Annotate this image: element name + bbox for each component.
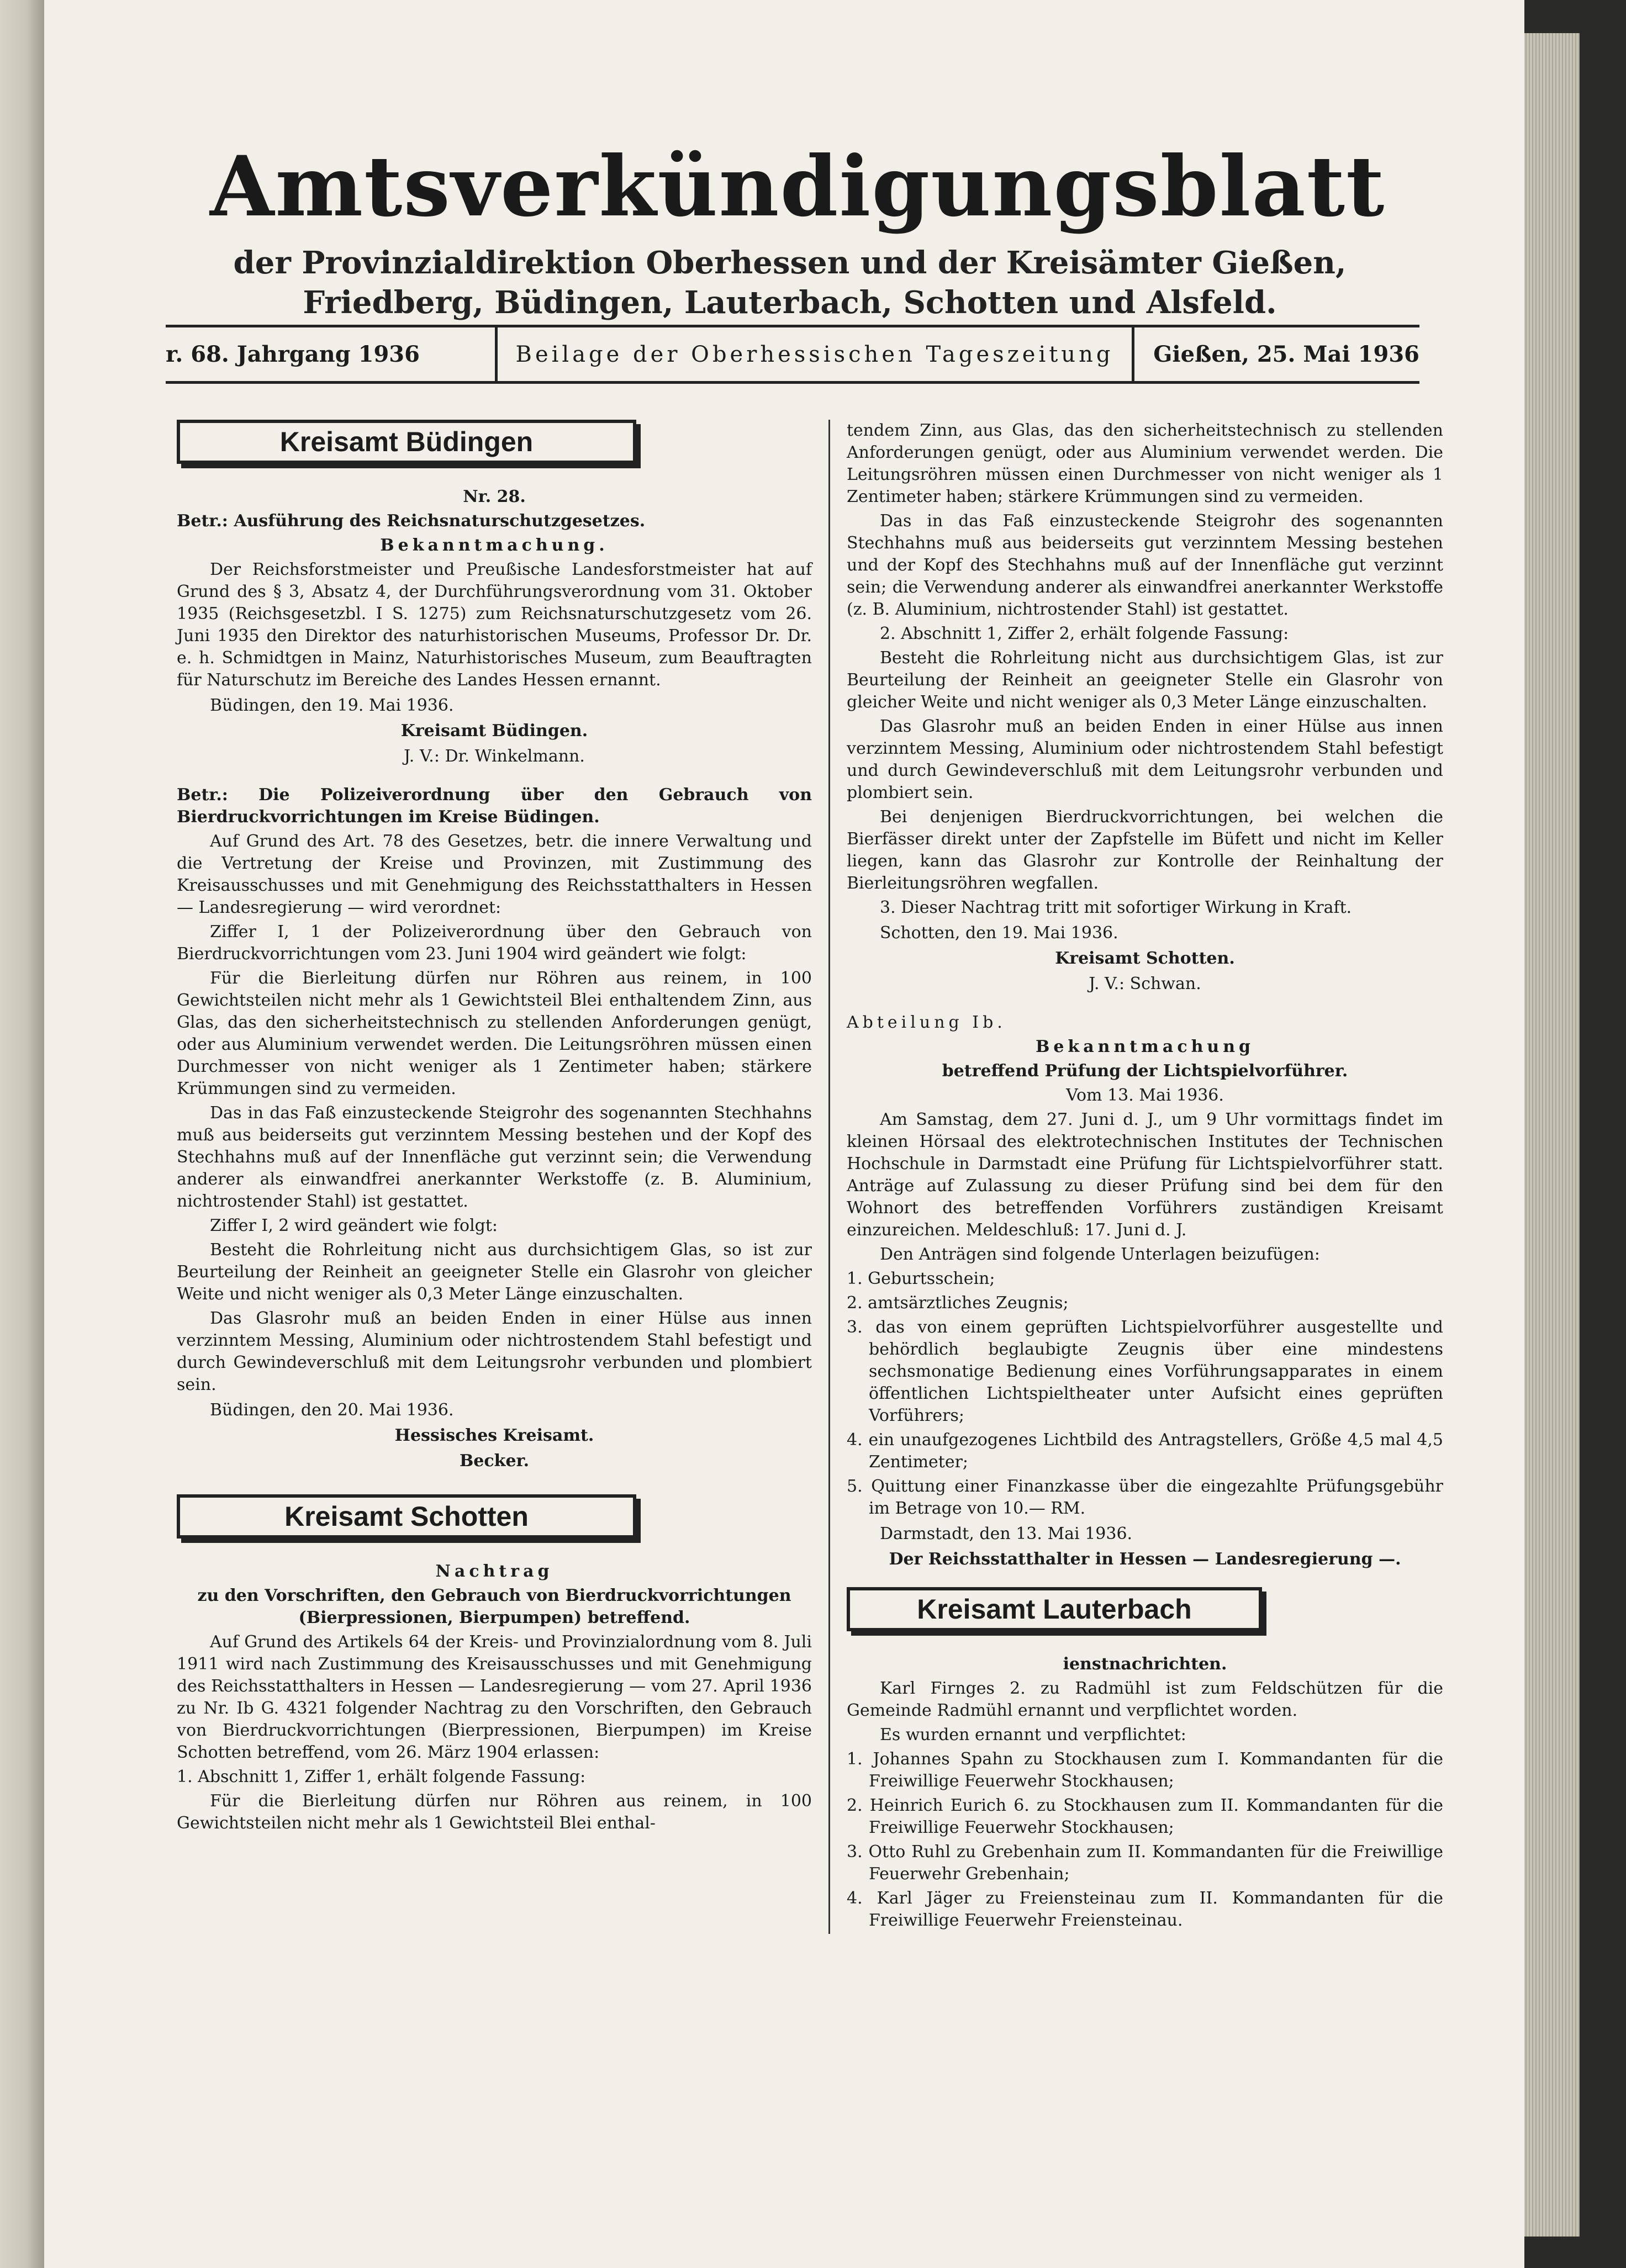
list-item: 4. ein unaufgezogenes Lichtbild des Antragstellers, Größe 4,5 mal 4,5 Zentimeter; — [847, 1430, 1443, 1472]
paragraph: Das in das Faß einzusteckende Steigrohr des sogenannten Stechhahns muß aus beiderseits gut verzinntem Messing bestehen und der Kopf des Stechhahns muß auf der Innenfläche gut verzinnt sein; die Verwendung anderer als einwandfrei anerkannter Werkstoffe (z. B. Aluminium, nichtrostender Stahl) ist gestattet. — [847, 511, 1443, 619]
paragraph: Bei denjenigen Bierdruckvorrichtungen, bei welchen die Bierfässer direkt unter der Zapfstelle im Büfett und nicht im Keller liegen, kann das Glasrohr zur Kontrolle der Reinhaltung der Bierleitungsröhren wegfallen. — [847, 807, 1443, 893]
place-date: Büdingen, den 19. Mai 1936. — [210, 696, 454, 715]
section-box-lauterbach: Kreisamt Lauterbach — [847, 1587, 1262, 1631]
list-item: 1. Geburtsschein; — [847, 1269, 995, 1288]
paragraph: Auf Grund des Artikels 64 der Kreis- und Provinzialordnung vom 8. Juli 1911 wird nach Zustimmung des Kreisausschusses und mit Genehmigung des Reichsstatthalters in Hessen — Landesregierung — vom 27. April 1936 zu Nr. Ib G. 4321 folgender Nachtrag zu den Vorschriften, den Gebrauch von Bierdruckvorrichtungen (Bierpressionen, Bierpumpen) im Kreise Schotten betreffend, vom 26. März 1904 erlassen: — [177, 1632, 812, 1762]
paragraph: Für die Bierleitung dürfen nur Röhren aus reinem, in 100 Gewichtsteilen nicht mehr als 1 Gewichtsteil Blei enthal- — [177, 1791, 812, 1833]
list-item: 4. Karl Jäger zu Freiensteinau zum II. Kommandanten für die Freiwillige Feuerwehr Freiensteinau. — [847, 1889, 1443, 1930]
notice-subheading: betreffend Prüfung der Lichtspielvorführer. — [942, 1061, 1348, 1081]
list-item: 3. das von einem geprüften Lichtspielvorführer ausgestellte und behördlich beglaubigte Zeugnis über eine mindestens sechsmonatige Bedienung eines Vorführungsapparates in einem öffentlichen Lichtspieltheater unter Aufsicht eines geprüften Vorführers; — [847, 1318, 1443, 1425]
issue-place-date: Gießen, 25. Mai 1936 — [1153, 341, 1419, 367]
place-date: Büdingen, den 20. Mai 1936. — [210, 1400, 454, 1420]
paragraph: Am Samstag, dem 27. Juni d. J., um 9 Uhr vormittags findet im kleinen Hörsaal des elektrotechnischen Institutes der Technischen Hochschule in Darmstadt eine Prüfung für Lichtspielvorführer statt. Anträge auf Zulassung zu dieser Prüfung sind bei dem für den Wohnort des betreffenden Vorführers zuständigen Kreisamt einzureichen. Meldeschluß: 17. Juni d. J. — [847, 1110, 1443, 1240]
list-item: 3. Otto Ruhl zu Grebenhain zum II. Kommandanten für die Freiwillige Feuerwehr Grebenhain; — [847, 1842, 1443, 1884]
signature-name: J. V.: Schwan. — [1089, 974, 1201, 993]
notice-subheading: zu den Vorschriften, den Gebrauch von Bierdruckvorrichtungen (Bierpressionen, Bierpumpen) betreffend. — [197, 1586, 791, 1627]
paragraph: Karl Firnges 2. zu Radmühl ist zum Feldschützen für die Gemeinde Radmühl ernannt und verpflichtet worden. — [847, 1679, 1443, 1720]
paragraph: Das Glasrohr muß an beiden Enden in einer Hülse aus innen verzinntem Messing, Aluminium oder nichtrostendem Stahl befestigt und durch Gewindeverschluß mit dem Leitungsrohr verbunden und plombiert sein. — [847, 717, 1443, 802]
supplement-note: Beilage der Oberhessischen Tageszeitung — [495, 327, 1134, 381]
notice-heading: Bekanntmachung. — [380, 536, 609, 555]
paragraph: Der Reichsforstmeister und Preußische Landesforstmeister hat auf Grund des § 3, Absatz 4, der Durchführungsverordnung vom 31. Oktober 1935 (Reichsgesetzbl. I S. 1275) zum Reichsnaturschutzgesetz vom 26. Juni 1935 den Direktor des naturhistorischen Museums, Professor Dr. Dr. e. h. Schmidtgen in Mainz, Naturhistorisches Museum, zum Beauftragten für Naturschutz im Bereiche des Landes Hessen ernannt. — [177, 560, 812, 690]
place-date: Schotten, den 19. Mai 1936. — [880, 923, 1118, 943]
paragraph: 3. Dieser Nachtrag tritt mit sofortiger Wirkung in Kraft. — [880, 898, 1352, 917]
gazette-page — [44, 0, 1524, 2268]
list-item: 1. Johannes Spahn zu Stockhausen zum I. Kommandanten für die Freiwillige Feuerwehr Stockhausen; — [847, 1749, 1443, 1791]
issue-info-bar — [166, 327, 1419, 381]
paragraph: Ziffer I, 2 wird geändert wie folgt: — [210, 1216, 498, 1235]
paragraph: Für die Bierleitung dürfen nur Röhren aus reinem, in 100 Gewichtsteilen nicht mehr als 1 Gewichtsteil Blei enthaltendem Zinn, aus Glas, das den sicherheitstechnisch zu stellenden Anforderungen genügt, oder aus Aluminium verwendet werden. Die Leitungsröhren müssen einen Durchmesser von nicht weniger als 1 Zentimeter haben; stärkere Krümmungen sind zu vermeiden. — [177, 969, 812, 1098]
place-date: Darmstadt, den 13. Mai 1936. — [880, 1524, 1133, 1543]
section-box-buedingen: Kreisamt Büdingen — [177, 420, 636, 464]
issue-number: r. 68. Jahrgang 1936 — [166, 341, 420, 367]
list-item: 5. Quittung einer Finanzkasse über die eingezahlte Prüfungsgebühr im Betrage von 10.— RM. — [847, 1477, 1443, 1518]
signature-office: Kreisamt Büdingen. — [400, 721, 588, 741]
paragraph: Das in das Faß einzusteckende Steigrohr des sogenannten Stechhahns muß aus beiderseits gut verzinntem Messing bestehen und der Kopf des Stechhahns muß auf der Innenfläche gut verzinnt sein; die Verwendung anderer als einwandfrei anerkannter Werkstoffe (z. B. Aluminium, nichtrostender Stahl) ist gestattet. — [177, 1103, 812, 1211]
signature-office: Der Reichsstatthalter in Hessen — Landesregierung —. — [889, 1550, 1401, 1569]
right-column — [828, 420, 1443, 1934]
signature-office: Hessisches Kreisamt. — [394, 1426, 594, 1445]
paragraph: Auf Grund des Art. 78 des Gesetzes, betr. die innere Verwaltung und die Vertretung der Kreise und Provinzen, mit Zustimmung des Kreisausschusses und mit Genehmigung des Reichsstatthalters in Hessen — Landesregierung — wird verordnet: — [177, 832, 812, 917]
notice-heading: ienstnachrichten. — [1063, 1654, 1227, 1674]
notice-number: Nr. 28. — [463, 487, 526, 506]
paragraph: Besteht die Rohrleitung nicht aus durchsichtigem Glas, so ist zur Beurteilung der Reinheit an geeigneter Stelle ein Glasrohr von gleicher Weite und nicht weniger als 0,3 Meter Länge einzuschalten. — [177, 1240, 812, 1304]
paragraph: Es wurden ernannt und verpflichtet: — [880, 1725, 1186, 1744]
paragraph: Das Glasrohr muß an beiden Enden in einer Hülse aus innen verzinntem Messing, Aluminium oder nichtrostendem Stahl befestigt und durch Gewindeverschluß mit dem Leitungsrohr verbunden und plombiert sein. — [177, 1309, 812, 1394]
subject-line: Betr.: Ausführung des Reichsnaturschutzgesetzes. — [177, 511, 646, 531]
paragraph: 1. Abschnitt 1, Ziffer 1, erhält folgende Fassung: — [177, 1767, 586, 1786]
masthead-subtitle: der Provinzialdirektion Oberhessen und der Kreisämter Gießen, Friedberg, Büdingen, Lauterbach, Schotten und Alsfeld. — [233, 245, 1347, 321]
signature-name: J. V.: Dr. Winkelmann. — [404, 747, 585, 766]
signature-name: Becker. — [459, 1451, 530, 1471]
list-item: 2. Heinrich Eurich 6. zu Stockhausen zum II. Kommandanten für die Freiwillige Feuerwehr Stockhausen; — [847, 1796, 1443, 1837]
notice-heading: Bekanntmachung — [1035, 1037, 1254, 1056]
masthead-title: Amtsverkündigungsblatt — [210, 138, 1386, 235]
paragraph: 2. Abschnitt 1, Ziffer 2, erhält folgende Fassung: — [880, 624, 1289, 643]
subject-line: Betr.: Die Polizeiverordnung über den Gebrauch von Bierdruckvorrichtungen im Kreise Büdingen. — [177, 785, 812, 827]
paragraph: Den Anträgen sind folgende Unterlagen beizufügen: — [880, 1245, 1320, 1264]
book-spine — [0, 0, 44, 2268]
department-line: Abteilung Ib. — [847, 1013, 1006, 1032]
header-rule-bottom — [166, 381, 1419, 384]
signature-office: Kreisamt Schotten. — [1055, 949, 1235, 968]
section-box-schotten: Kreisamt Schotten — [177, 1494, 636, 1539]
paragraph: Ziffer I, 1 der Polizeiverordnung über den Gebrauch von Bierdruckvorrichtungen vom 23. Juni 1904 wird geändert wie folgt: — [177, 922, 812, 964]
left-column — [177, 420, 812, 1837]
paragraph: Besteht die Rohrleitung nicht aus durchsichtigem Glas, ist zur Beurteilung der Reinheit an geeigneter Stelle ein Glasrohr von gleicher Weite und nicht weniger als 0,3 Meter Länge einzuschalten. — [847, 648, 1443, 712]
notice-date: Vom 13. Mai 1936. — [1066, 1086, 1224, 1105]
notice-heading: Nachtrag — [435, 1562, 553, 1581]
paragraph: tendem Zinn, aus Glas, das den sicherheitstechnisch zu stellenden Anforderungen genügt, oder aus Aluminium verwendet werden. Die Leitungsröhren müssen einen Durchmesser von nicht weniger als 1 Zentimeter haben; stärkere Krümmungen sind zu vermeiden. — [847, 421, 1443, 506]
list-item: 2. amtsärztliches Zeugnis; — [847, 1293, 1069, 1313]
